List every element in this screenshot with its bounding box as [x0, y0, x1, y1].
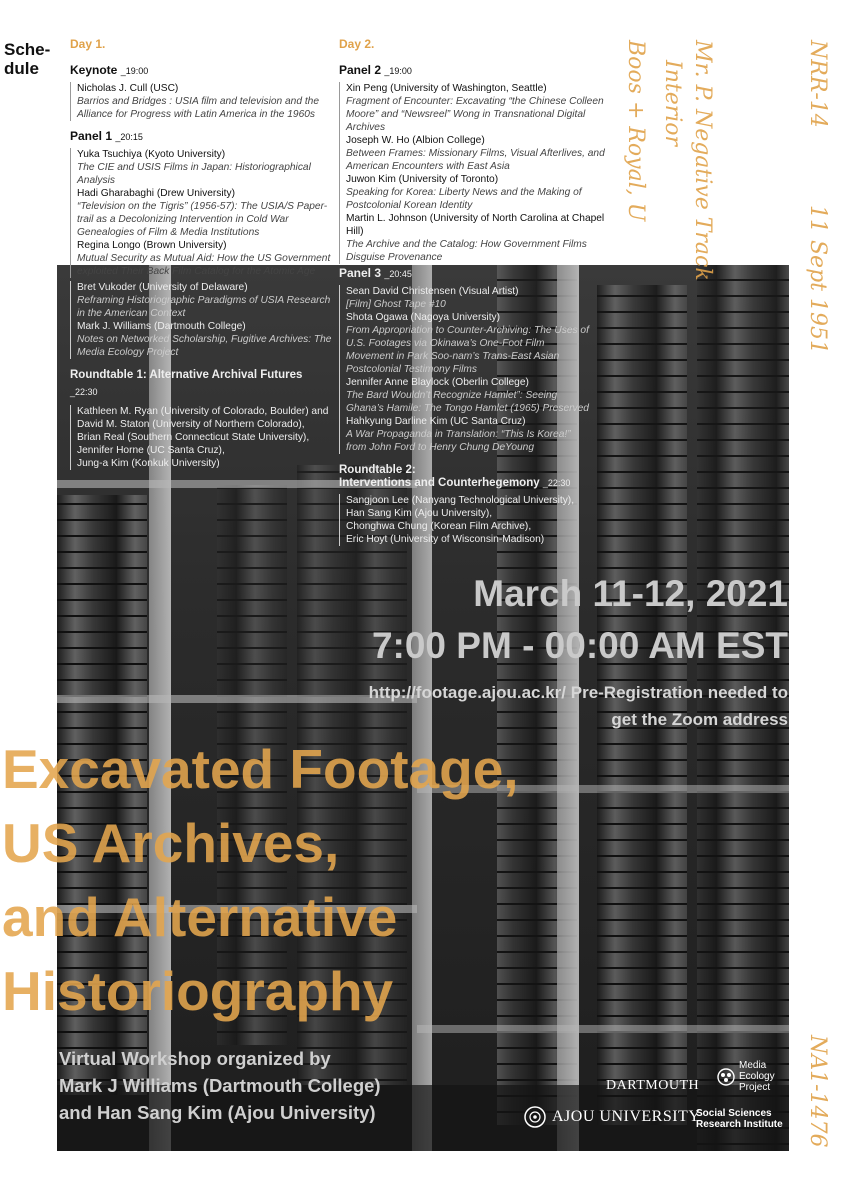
member-name: David M. Staton (University of Northern Colorado), — [77, 419, 305, 430]
mep-line1: Media — [739, 1060, 767, 1071]
keynote-heading — [70, 64, 332, 78]
speaker-name: Hahkyung Darline Kim (UC Santa Cruz) — [346, 416, 526, 427]
panel1-title: Panel 1 — [70, 129, 113, 143]
organizers-line1: Virtual Workshop organized by — [59, 1048, 331, 1069]
member-name: Chonghwa Chung (Korean Film Archive), — [346, 521, 532, 532]
title-line-4: Historiography — [2, 960, 394, 1022]
handwritten-note-line1: Mr. P. Negative Track — [690, 40, 715, 281]
speaker-name: Nicholas J. Cull (USC) — [77, 83, 179, 94]
media-ecology-project-logo — [717, 1060, 775, 1093]
ajou-university-logo — [524, 1106, 700, 1128]
roundtable2-title-line2 — [339, 477, 589, 490]
day1-column-lower — [70, 281, 332, 470]
ssri-line1: Social Sciences — [696, 1108, 772, 1119]
title-line-2: US Archives, — [2, 812, 340, 874]
talk-title: From Appropriation to Counter-Archiving: The Uses of U.S. Footages via Okinawa’s One-Foot Film Movement in Park Soo-nam’s Trans-East Asian Postcolonial Testimony Films — [346, 325, 589, 375]
handwritten-code-top: NRR-14 — [805, 40, 830, 128]
mep-text — [739, 1060, 775, 1093]
member-name: Eric Hoyt (University of Wisconsin-Madison) — [346, 534, 545, 545]
organizers — [59, 1045, 381, 1126]
speaker-name: Jennifer Anne Blaylock (Oberlin College) — [346, 377, 529, 388]
talk-title: “Television on the Tigris” (1956-57): The USIA/S Paper-trail as a Decolonizing Intervention in Cold War Genealogies of Film & Media Institutions — [77, 201, 328, 238]
handwritten-code-bottom: NA1-1476 — [805, 1035, 830, 1148]
roundtable2-heading — [339, 464, 589, 490]
speaker-name: Regina Longo (Brown University) — [77, 240, 227, 251]
roundtable2-time: _22:30 — [542, 478, 571, 488]
schedule-label-line1: Sche- — [4, 40, 51, 59]
handwritten-note-line2: Interior — [660, 60, 685, 147]
handwritten-note-line3: Boos + Royal, U — [623, 40, 648, 222]
member-name: Han Sang Kim (Ajou University), — [346, 508, 493, 519]
day2-column-lower — [339, 258, 589, 546]
panel1-entries-cont — [70, 281, 332, 359]
talk-title: Mutual Security as Mutual Aid: How the US Government exploited Their Back Film Catalog for the Atomic Age — [77, 253, 331, 277]
roundtable2-members — [339, 494, 589, 546]
panel1-time: _20:15 — [115, 132, 143, 142]
talk-title: Speaking for Korea: Liberty News and the Making of Postcolonial Korean Identity — [346, 187, 582, 211]
schedule-label-line2: dule — [4, 59, 39, 78]
talk-title: A War Propaganda in Translation: “This Is Korea!” from John Ford to Henry Chung DeYoung — [346, 429, 571, 453]
ajou-text: AJOU UNIVERSITY — [552, 1108, 701, 1125]
roundtable2-title: Interventions and Counterhegemony — [339, 477, 540, 489]
ssri-line2: Research Institute — [696, 1119, 783, 1130]
member-name: Jennifer Horne (UC Santa Cruz), — [77, 445, 225, 456]
member-name: Brian Real (Southern Connecticut State University), — [77, 432, 310, 443]
organizers-line2: Mark J Williams (Dartmouth College) — [59, 1075, 381, 1096]
panel2-heading — [339, 64, 611, 78]
schedule-label — [4, 40, 50, 78]
speaker-name: Juwon Kim (University of Toronto) — [346, 174, 499, 185]
talk-title: Barrios and Bridges : USIA film and television and the Alliance for Progress with Latin America in the 1960s — [77, 96, 319, 120]
speaker-name: Bret Vukoder (University of Delaware) — [77, 282, 248, 293]
speaker-name: Martin L. Johnson (University of North Carolina at Chapel Hill) — [346, 213, 605, 237]
day1-label: Day 1. — [70, 37, 106, 51]
registration-link[interactable]: http://footage.ajou.ac.kr/ Pre-Registration needed to — [368, 683, 788, 702]
talk-title: Notes on Networked Scholarship, Fugitive Archives: The Media Ecology Project — [77, 334, 332, 358]
keynote-title: Keynote — [70, 63, 118, 77]
panel3-heading — [339, 267, 589, 281]
panel2-entries — [339, 82, 611, 264]
roundtable1-heading: Roundtable 1: Alternative Archival Futures — [70, 369, 303, 381]
talk-title: [Film] Ghost Tape #10 — [346, 299, 446, 310]
speaker-name: Yuka Tsuchiya (Kyoto University) — [77, 149, 226, 160]
member-name: Kathleen M. Ryan (University of Colorado, Boulder) and — [77, 406, 329, 417]
day2-column — [339, 55, 611, 264]
talk-title: The Archive and the Catalog: How Government Films Disguise Provenance — [346, 239, 587, 263]
talk-title: Between Frames: Missionary Films, Visual Afterlives, and American Encounters with East Asia — [346, 148, 605, 172]
member-name: Sangjoon Lee (Nanyang Technological University), — [346, 495, 575, 506]
speaker-name: Hadi Gharabaghi (Drew University) — [77, 188, 235, 199]
day2-label: Day 2. — [339, 37, 375, 51]
mep-emblem-icon — [717, 1068, 735, 1086]
member-name: Jung-a Kim (Konkuk University) — [77, 458, 220, 469]
keynote-entries — [70, 82, 332, 121]
keynote-time: _19:00 — [120, 66, 149, 76]
talk-title: The CIE and USIS Films in Japan: Historiographical Analysis — [77, 162, 311, 186]
panel1-heading — [70, 130, 332, 144]
roundtable1-time: _22:30 — [70, 387, 98, 397]
roundtable1-members — [70, 405, 332, 470]
organizers-line3: and Han Sang Kim (Ajou University) — [59, 1102, 376, 1123]
talk-title: Fragment of Encounter: Excavating “the Chinese Colleen Moore” and “Newsreel” Wong in Transnational Digital Archives — [346, 96, 604, 133]
panel2-time: _19:00 — [384, 66, 412, 76]
title-line-1: Excavated Footage, — [2, 738, 519, 800]
speaker-name: Shota Ogawa (Nagoya University) — [346, 312, 501, 323]
panel1-entries — [70, 148, 332, 278]
title-line-3: and Alternative — [2, 886, 398, 948]
mep-line2: Ecology — [739, 1071, 775, 1082]
ajou-seal-icon — [524, 1106, 546, 1128]
talk-title: The Bard Wouldn’t Recognize Hamlet”: Seeing Ghana’s Hamile: The Tongo Hamlet (1965) Preserved — [346, 390, 589, 414]
ssri-logo — [696, 1108, 783, 1130]
speaker-name: Joseph W. Ho (Albion College) — [346, 135, 485, 146]
mep-line3: Project — [739, 1082, 771, 1093]
speaker-name: Sean David Christensen (Visual Artist) — [346, 286, 519, 297]
speaker-name: Mark J. Williams (Dartmouth College) — [77, 321, 246, 332]
event-date: March 11-12, 2021 — [473, 573, 788, 614]
dartmouth-logo: DARTMOUTH — [606, 1078, 700, 1093]
registration-note: get the Zoom address — [611, 710, 788, 729]
panel3-title: Panel 3 — [339, 266, 382, 280]
panel2-title: Panel 2 — [339, 63, 382, 77]
speaker-name: Xin Peng (University of Washington, Seattle) — [346, 83, 547, 94]
panel3-entries — [339, 285, 589, 454]
handwritten-date: 11 Sept 1951 — [805, 205, 830, 354]
panel3-time: _20:45 — [384, 269, 412, 279]
roundtable2-title-line1: Roundtable 2: — [339, 464, 416, 476]
day1-column — [70, 55, 332, 278]
event-time: 7:00 PM - 00:00 AM EST — [371, 625, 788, 666]
talk-title: Reframing Historiographic Paradigms of USIA Research in the American Context — [77, 295, 331, 319]
